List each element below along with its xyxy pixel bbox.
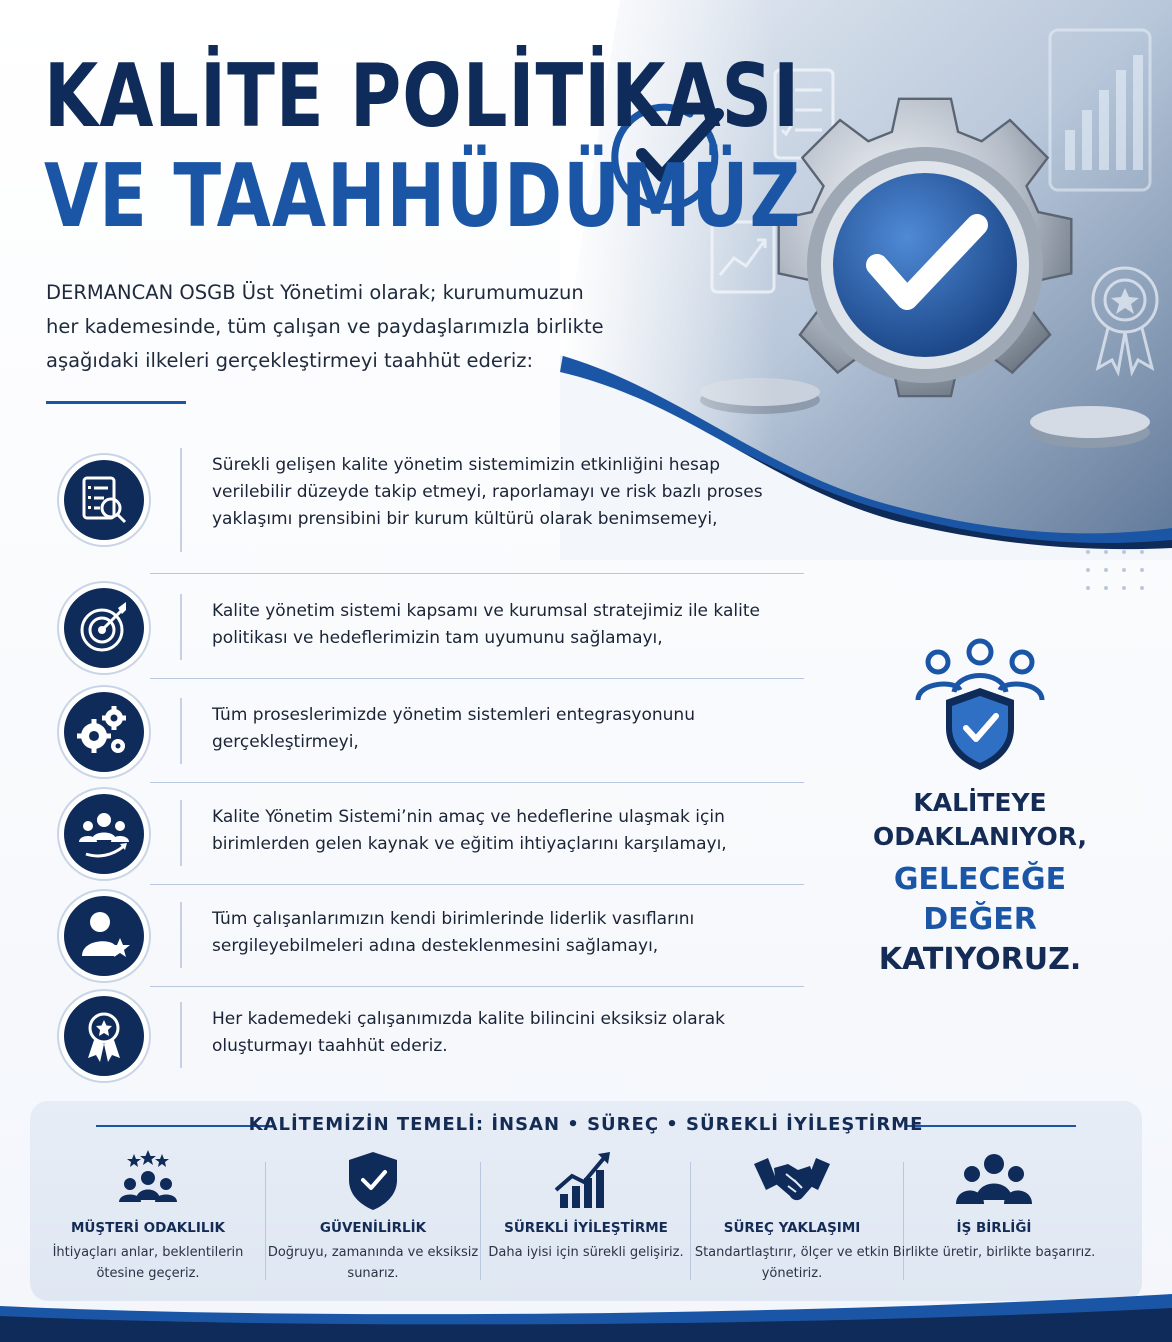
row-separator xyxy=(150,782,804,783)
award-badge-icon xyxy=(56,988,152,1084)
checklist-search-icon xyxy=(56,452,152,548)
side-slogan-line-2: ODAKLANIYOR, xyxy=(873,822,1087,851)
side-slogan-line-5: KATIYORUZ. xyxy=(878,942,1082,977)
intro-paragraph: DERMANCAN OSGB Üst Yönetimi olarak; kurumumuzun her kademesinde, tüm çalışan ve paydaşlarımızla birlikte aşağıdaki ilkeleri gerçekleştirmeyi taahhüt ederiz: xyxy=(46,281,604,372)
policy-text-4: Kalite Yönetim Sistemi’nin amaç ve hedeflerine ulaşmak için birimlerden gelen kaynak ve eğitim ihtiyaçlarını karşılamayı, xyxy=(212,807,727,854)
row-separator xyxy=(150,884,804,885)
banner-title: KALİTEMİZİN TEMELİ: İNSAN • SÜREÇ • SÜREKLİ İYİLEŞTİRME xyxy=(248,1114,924,1135)
pillar-description: Standartlaştırır, ölçer ve etkin yönetiriz. xyxy=(694,1245,890,1281)
side-slogan-line-3: GELECEĞE xyxy=(893,862,1067,897)
item-divider xyxy=(180,902,182,968)
intro-divider xyxy=(46,401,186,404)
customer-stars-icon xyxy=(108,1150,188,1210)
leader-star-icon xyxy=(56,888,152,984)
pillar-description: Doğruyu, zamanında ve eksiksiz sunarız. xyxy=(267,1245,479,1281)
policy-item-4 xyxy=(56,786,804,882)
pillar-title: İŞ BİRLİĞİ xyxy=(956,1220,1032,1236)
policy-text-6: Her kademedeki çalışanımızda kalite bilincini eksiksiz olarak oluşturmayı taahhüt ederiz. xyxy=(212,1009,725,1056)
item-divider xyxy=(180,1002,182,1068)
side-slogan-line-1: KALİTEYE xyxy=(913,788,1047,817)
page-title-line-1: KALİTE POLİTİKASI xyxy=(44,44,801,147)
shield-check-icon xyxy=(333,1150,413,1210)
teamwork-icon xyxy=(954,1150,1034,1210)
target-icon xyxy=(56,580,152,676)
policy-item-5 xyxy=(56,888,804,984)
pillar-title: MÜŞTERİ ODAKLILIK xyxy=(71,1220,225,1236)
pillar-title: SÜREÇ YAKLAŞIMI xyxy=(723,1220,861,1236)
pillar-title: SÜREKLİ İYİLEŞTİRME xyxy=(504,1220,668,1236)
policy-item-6 xyxy=(56,988,804,1084)
team-growth-icon xyxy=(56,786,152,882)
pillar-title: GÜVENİLİRLİK xyxy=(319,1220,427,1236)
policy-text-5: Tüm çalışanlarımızın kendi birimlerinde liderlik vasıflarını sergileyebilmeleri adına desteklenmesini sağlamayı, xyxy=(212,909,695,956)
policy-item-3 xyxy=(56,684,804,780)
policy-text-1: Sürekli gelişen kalite yönetim sistemimizin etkinliğini hesap verilebilir düzeyde takip etmeyi, raporlamayı ve risk bazlı proses yaklaşımı prensibini bir kurum kültürü olarak benimsemeyi, xyxy=(212,455,763,529)
side-slogan-line-4: DEĞER xyxy=(923,902,1037,937)
item-divider xyxy=(180,448,182,552)
growth-chart-icon xyxy=(546,1150,626,1210)
row-separator xyxy=(150,678,804,679)
decorative-dots xyxy=(1082,546,1158,598)
item-divider xyxy=(180,594,182,660)
policy-text-3: Tüm proseslerimizde yönetim sistemleri entegrasyonunu gerçekleştirmeyi, xyxy=(212,705,695,752)
pillar-description: İhtiyaçları anlar, beklentilerin ötesine geçeriz. xyxy=(52,1245,244,1281)
gears-icon xyxy=(56,684,152,780)
policy-text-2: Kalite yönetim sistemi kapsamı ve kurumsal stratejimiz ile kalite politikası ve hedeflerimizin tam uyumunu sağlamayı, xyxy=(212,601,760,648)
policy-item-1 xyxy=(56,452,804,572)
item-divider xyxy=(180,698,182,764)
item-divider xyxy=(180,800,182,866)
page-title-line-2: VE TAAHHÜDÜMÜZ xyxy=(44,144,802,247)
policy-item-2 xyxy=(56,580,804,676)
bottom-wave xyxy=(0,1286,1172,1342)
handshake-icon xyxy=(752,1150,832,1210)
row-separator xyxy=(150,573,804,574)
pillar-description: Daha iyisi için sürekli gelişiriz. xyxy=(488,1245,684,1260)
row-separator xyxy=(150,986,804,987)
pillar-description: Birlikte üretir, birlikte başarırız. xyxy=(892,1245,1096,1260)
team-shield-icon xyxy=(910,636,1050,776)
